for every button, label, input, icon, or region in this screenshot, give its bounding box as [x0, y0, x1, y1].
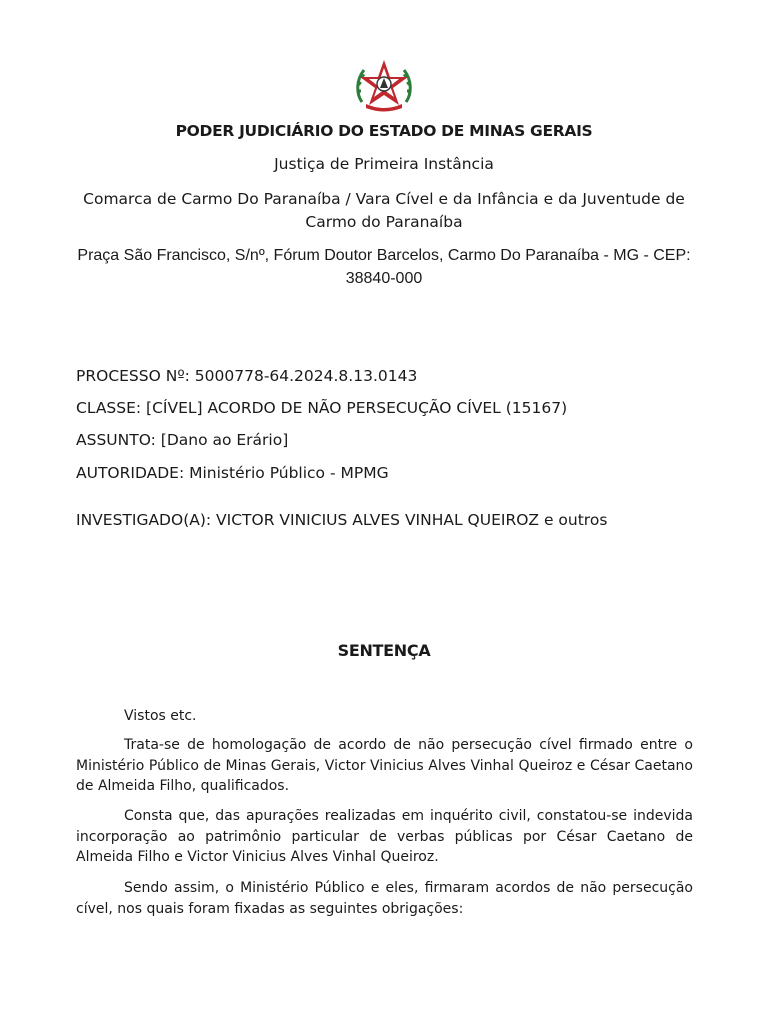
paragraph-text: Trata-se de homologação de acordo de não persecução cível firmado entre o Ministério Público de Minas Gerais, Victor Vinicius Alves Vinhal Queiroz e César Caetano de Almeida Filho, qualificados. [76, 737, 693, 794]
court-address: Praça São Francisco, S/nº, Fórum Doutor Barcelos, Carmo Do Paranaíba - MG - CEP: 38840-000 [77, 247, 691, 287]
case-investigated: INVESTIGADO(A): VICTOR VINICIUS ALVES VINHAL QUEIROZ e outros [76, 511, 608, 529]
paragraph [76, 878, 693, 919]
sentence-title: SENTENÇA [337, 641, 431, 660]
case-class: CLASSE: [CÍVEL] ACORDO DE NÃO PERSECUÇÃO CÍVEL (15167) [76, 399, 568, 417]
court-comarca: Comarca de Carmo Do Paranaíba / Vara Cível e da Infância e da Juventude de Carmo do Paranaíba [83, 190, 685, 231]
case-number: PROCESSO Nº: 5000778-64.2024.8.13.0143 [76, 367, 418, 385]
paragraph-text: Vistos etc. [124, 708, 197, 724]
court-name: PODER JUDICIÁRIO DO ESTADO DE MINAS GERAIS [175, 122, 593, 140]
coat-of-arms-icon [352, 58, 416, 112]
paragraph-text: Sendo assim, o Ministério Público e eles, firmaram acordos de não persecução cível, nos quais foram fixadas as seguintes obrigações: [76, 880, 693, 917]
paragraph [76, 706, 693, 727]
paragraph-text: Consta que, das apurações realizadas em inquérito civil, constatou-se indevida incorporação ao patrimônio particular de verbas públicas por César Caetano de Almeida Filho e Victor Vinicius Alves Vinhal Queiroz. [76, 808, 693, 865]
court-instance: Justiça de Primeira Instância [274, 155, 494, 173]
paragraph [76, 806, 693, 868]
paragraph [76, 735, 693, 797]
case-subject: ASSUNTO: [Dano ao Erário] [76, 431, 289, 449]
case-authority: AUTORIDADE: Ministério Público - MPMG [76, 464, 389, 482]
